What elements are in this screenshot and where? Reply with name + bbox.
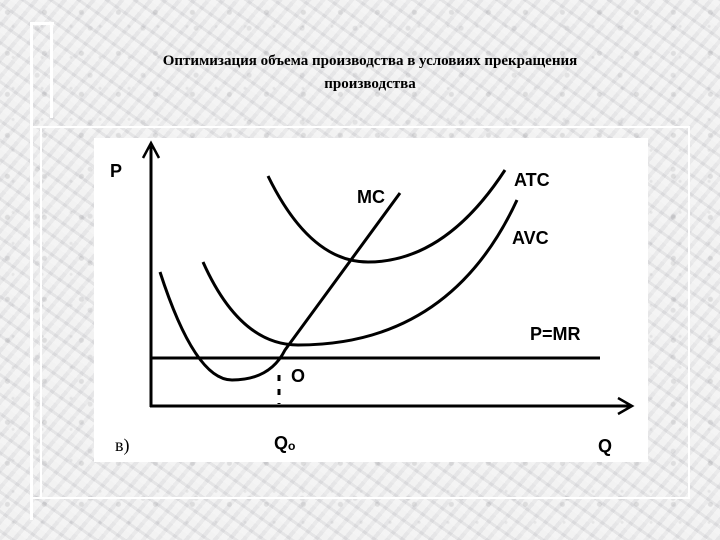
atc-curve <box>268 170 505 262</box>
x-axis-label: Q <box>598 436 613 456</box>
atc-label: ATC <box>514 170 550 190</box>
avc-label: AVC <box>512 228 549 248</box>
q0-label: Qₒ <box>274 433 296 453</box>
mc-label: MC <box>357 187 385 207</box>
slide-title-line-2: производства <box>324 76 416 92</box>
panel-tag: в) <box>115 435 130 455</box>
avc-curve <box>203 200 517 345</box>
price-label: P=MR <box>530 324 581 344</box>
mc-curve <box>160 193 400 380</box>
y-axis-label: P <box>110 161 123 181</box>
slide-title-line-1: Оптимизация объема производства в условиях прекращения <box>162 53 578 69</box>
point-o-label: O <box>291 366 306 386</box>
